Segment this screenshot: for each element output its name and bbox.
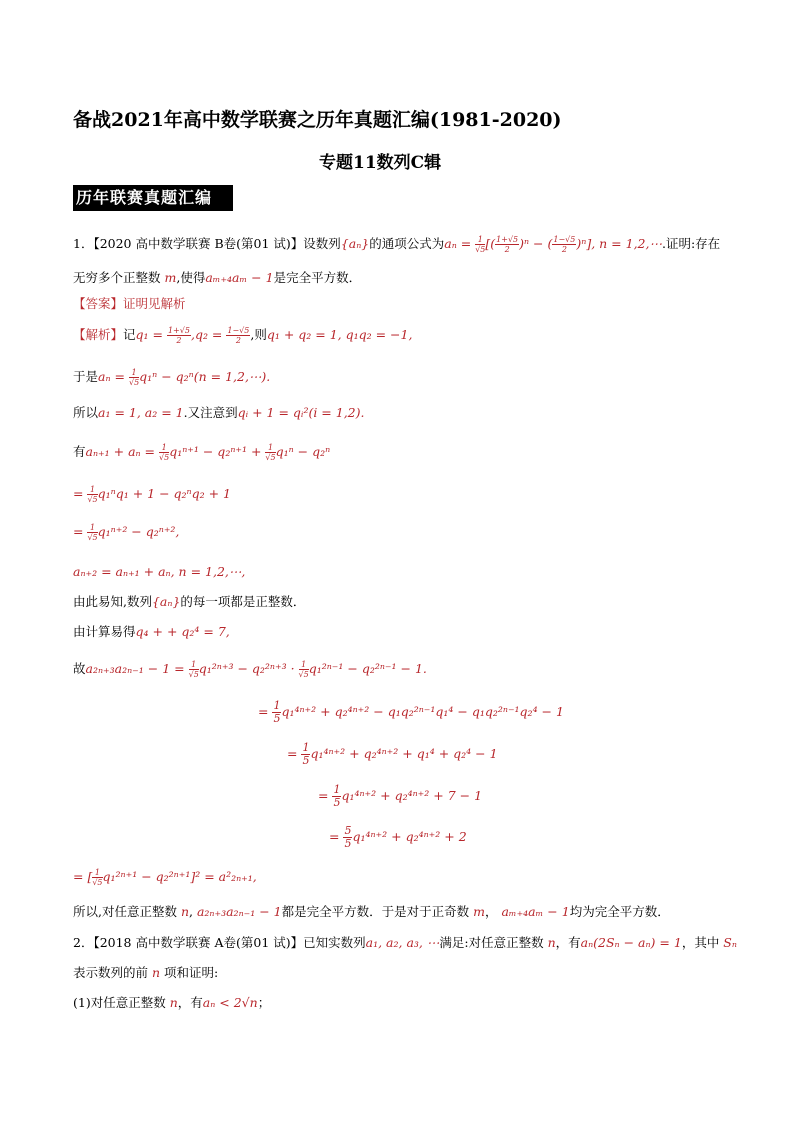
answer-label: 【答案】 <box>73 296 124 311</box>
analysis-line4: 有aₙ₊₁ + aₙ = $\frac{1}{√5}$ q₁ⁿ⁺¹ − q₂ⁿ⁺¹ + $\frac{1}{√5}$ q₁ⁿ − q₂ⁿ <box>73 443 331 462</box>
problem1-statement-line1: 1．【2020 高中数学联赛 B卷(第01 试)】设数列{aₙ}的通项公式为aₙ = $\frac{1}{√5}$ [( $\frac{1+√5}{2}$ )ⁿ − ( $\frac{1-√5}{2}$ )ⁿ], n = 1,2,⋯.证明:存在 <box>73 235 721 254</box>
analysis-label: 【解析】 <box>73 327 124 342</box>
analysis-line1: 【解析】记q₁ = $\frac{1+√5}{2}$ ,q₂ = $\frac{1-√5}{2}$ ,则q₁ + q₂ = 1, q₁q₂ = −1, <box>73 326 413 345</box>
analysis-line14: = $\frac{5}{5}$ q₁⁴ⁿ⁺² + q₂⁴ⁿ⁺² + 2 <box>329 824 467 850</box>
analysis-line11: = $\frac{1}{5}$ q₁⁴ⁿ⁺² + q₂⁴ⁿ⁺² − q₁q₂²ⁿ⁻¹q₁⁴ − q₁q₂²ⁿ⁻¹q₂⁴ − 1 <box>258 699 564 725</box>
analysis-line10: 故a₂ₙ₊₃a₂ₙ₋₁ − 1 = $\frac{1}{√5}$ q₁²ⁿ⁺³ − q₂²ⁿ⁺³ · $\frac{1}{√5}$ q₁²ⁿ⁻¹ − q₂²ⁿ⁻¹ − 1. <box>73 660 427 679</box>
answer-line <box>73 296 186 312</box>
analysis-line15: = [ $\frac{1}{√5}$ q₁²ⁿ⁺¹ − q₂²ⁿ⁺¹]² = a²₂ₙ₊₁, <box>73 868 257 887</box>
analysis-line2: 于是aₙ = $\frac{1}{√5}$ q₁ⁿ − q₂ⁿ(n = 1,2,⋯). <box>73 368 271 387</box>
analysis-line9: 由计算易得q₄ + + q₂⁴ = 7, <box>73 624 230 639</box>
problem-source: 【2020 高中数学联赛 B卷(第01 试)】 <box>93 236 304 251</box>
problem2-part1: (1)对任意正整数 n，有aₙ < 2√n； <box>73 995 271 1010</box>
problem-number: 1． <box>73 236 94 251</box>
page-title: 备战2021年高中数学联赛之历年真题汇编(1981-2020) <box>73 109 562 131</box>
problem1-statement-line2: 无穷多个正整数 m,使得aₘ₊₄aₘ − 1是完全平方数． <box>73 270 362 285</box>
problem-source: 【2018 高中数学联赛 A卷(第01 试)】 <box>93 935 304 950</box>
analysis-line12: = $\frac{1}{5}$ q₁⁴ⁿ⁺² + q₂⁴ⁿ⁺² + q₁⁴ + q₂⁴ − 1 <box>287 741 498 767</box>
analysis-conclusion: 所以,对任意正整数 n, a₂ₙ₊₃a₂ₙ₋₁ − 1都是完全平方数．于是对于正奇数 m， aₘ₊₄aₘ − 1均为完全平方数． <box>73 904 670 919</box>
answer-text: 证明见解析 <box>123 296 186 311</box>
analysis-line6: = $\frac{1}{√5}$ q₁ⁿ⁺² − q₂ⁿ⁺², <box>73 523 180 542</box>
problem2-statement-line2: 表示数列的前 n 项和证明: <box>73 965 219 980</box>
analysis-line13: = $\frac{1}{5}$ q₁⁴ⁿ⁺² + q₂⁴ⁿ⁺² + 7 − 1 <box>318 783 483 809</box>
analysis-line5: = $\frac{1}{√5}$ q₁ⁿq₁ + 1 − q₂ⁿq₂ + 1 <box>73 485 231 504</box>
analysis-line7: aₙ₊₂ = aₙ₊₁ + aₙ, n = 1,2,⋯, <box>73 564 246 579</box>
page-subtitle: 专题11数列C辑 <box>319 153 442 173</box>
problem-number: 2． <box>73 935 94 950</box>
analysis-line3: 所以a₁ = 1, a₂ = 1.又注意到qᵢ + 1 = qᵢ²(i = 1,2). <box>73 405 365 420</box>
analysis-line8: 由此易知,数列{aₙ}的每一项都是正整数． <box>73 594 306 609</box>
section-badge: 历年联赛真题汇编 <box>73 185 233 211</box>
problem2-statement-line1: 2．【2018 高中数学联赛 A卷(第01 试)】已知实数列a₁, a₂, a₃, ⋯满足:对任意正整数 n，有aₙ(2Sₙ − aₙ) = 1，其中 Sₙ <box>73 935 737 950</box>
